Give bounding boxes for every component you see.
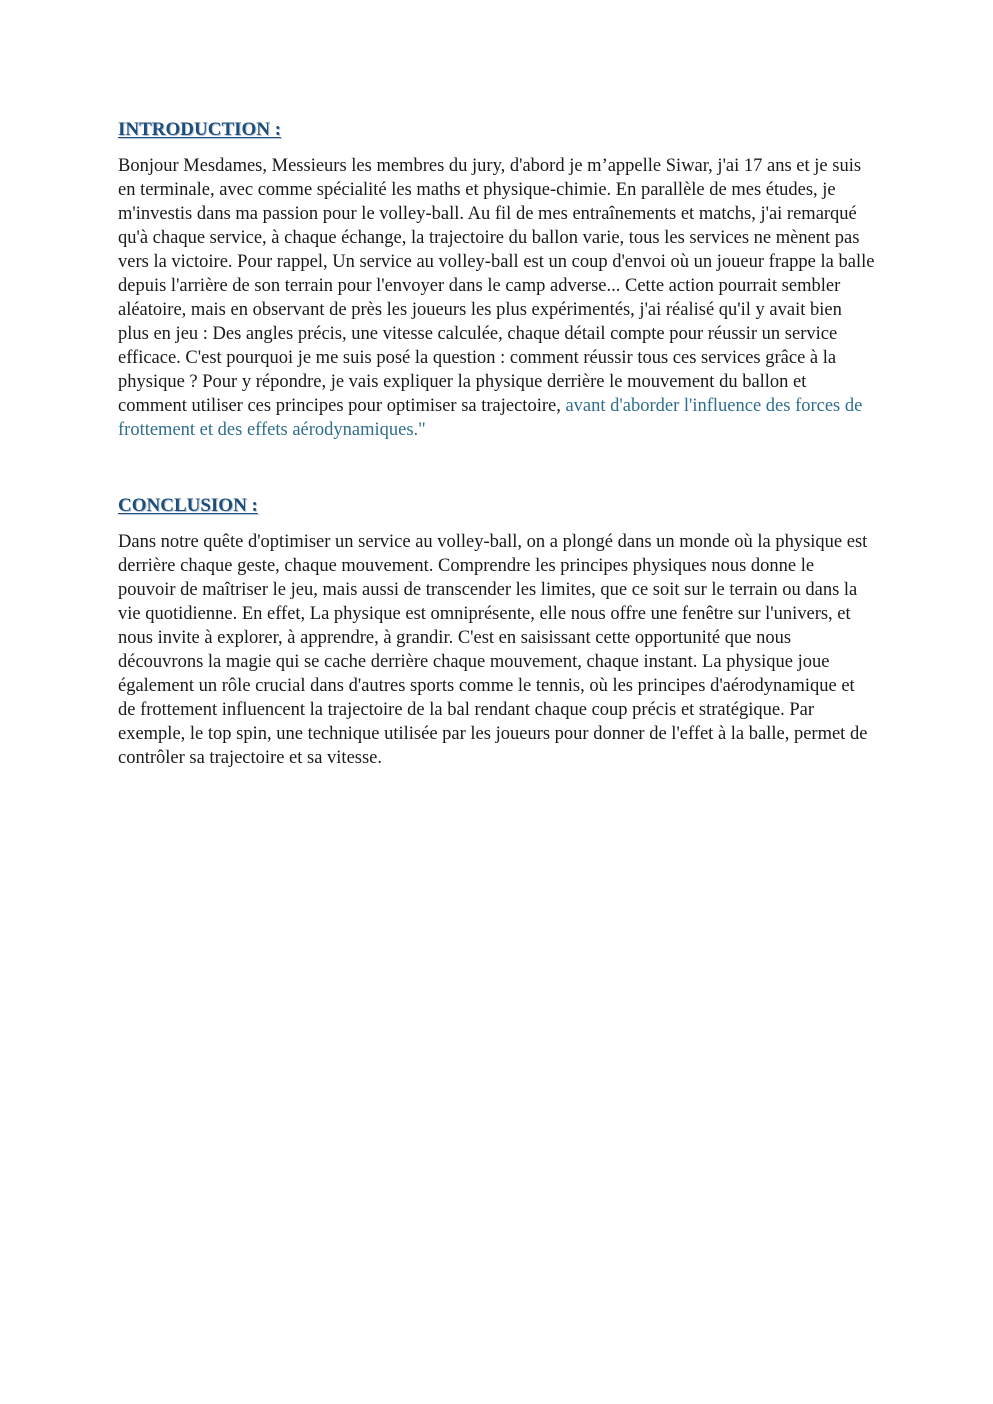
introduction-paragraph <box>118 154 876 442</box>
introduction-heading: INTRODUCTION : <box>118 119 282 140</box>
introduction-text: Bonjour Mesdames, Messieurs les membres du jury, d'abord je m’appelle Siwar, j'ai 17 ans et je suis en terminale, avec comme spécialité les maths et physique-chimie. En parallèle de mes études, je m'investis dans ma passion pour le volley-ball. Au fil de mes entraînements et matchs, j'ai remarqué qu'à chaque service, à chaque échange, la trajectoire du ballon varie, tous les services ne mènent pas vers la victoire. Pour rappel, Un service au volley-ball est un coup d'envoi où un joueur frappe la balle depuis l'arrière de son terrain pour l'envoyer dans le camp adverse... Cette action pourrait sembler aléatoire, mais en observant de près les joueurs les plus expérimentés, j'ai réalisé qu'il y avait bien plus en jeu : Des angles précis, une vitesse calculée, chaque détail compte pour réussir un service efficace. C'est pourquoi je me suis posé la question : comment réussir tous ces services grâce à la physique ? Pour y répondre, je vais expliquer la physique derrière le mouvement du ballon et comment utiliser ces principes pour optimiser sa trajectoire, <box>118 156 875 416</box>
conclusion-section <box>118 492 876 770</box>
introduction-accent-text: avant d'aborder l'influence des forces de frottement et des effets aérodynamiques." <box>118 396 863 440</box>
conclusion-heading: CONCLUSION : <box>118 495 258 516</box>
document-body <box>118 116 876 770</box>
introduction-section <box>118 116 876 442</box>
conclusion-paragraph: Dans notre quête d'optimiser un service au volley-ball, on a plongé dans un monde où la physique est derrière chaque geste, chaque mouvement. Comprendre les principes physiques nous donne le pouvoir de maîtriser le jeu, mais aussi de transcender les limites, que ce soit sur le terrain ou dans la vie quotidienne. En effet, La physique est omniprésente, elle nous offre une fenêtre sur l'univers, et nous invite à explorer, à apprendre, à grandir. C'est en saisissant cette opportunité que nous découvrons la magie qui se cache derrière chaque mouvement, chaque instant. La physique joue également un rôle crucial dans d'autres sports comme le tennis, où les principes d'aérodynamique et de frottement influencent la trajectoire de la bal rendant chaque coup précis et stratégique. Par exemple, le top spin, une technique utilisée par les joueurs pour donner de l'effet à la balle, permet de contrôler sa trajectoire et sa vitesse. <box>118 532 868 768</box>
